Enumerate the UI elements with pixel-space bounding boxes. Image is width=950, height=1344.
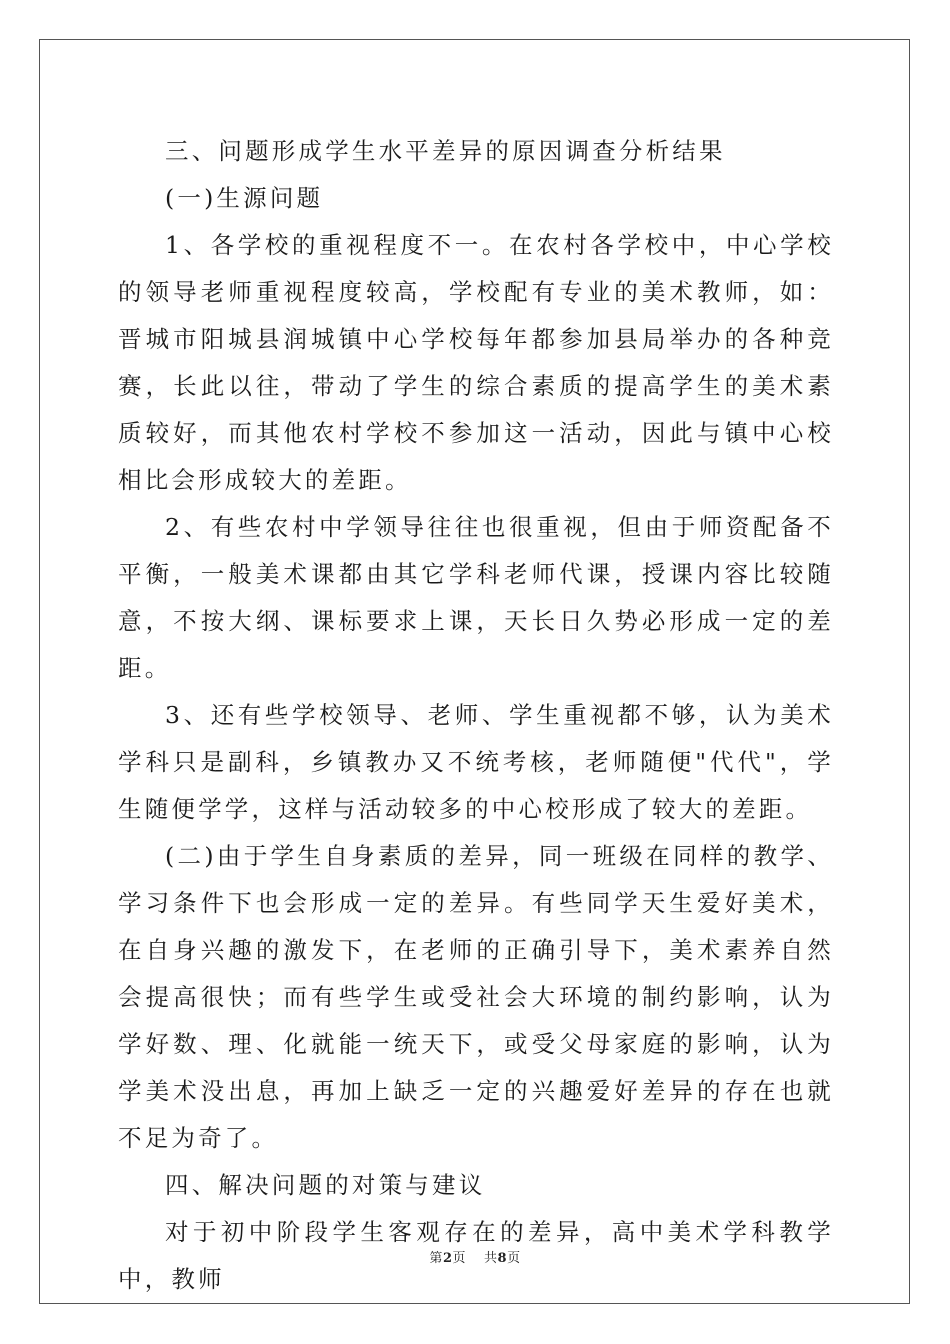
paragraph-solutions-intro: 对于初中阶段学生客观存在的差异，高中美术学科教学中，教师 bbox=[118, 1218, 834, 1293]
page-footer bbox=[0, 1247, 950, 1266]
section-heading-causes: 三、问题形成学生水平差异的原因调查分析结果 bbox=[165, 137, 726, 165]
page-number-label: 第2页 bbox=[429, 1251, 466, 1266]
paragraph-point-3: 3、还有些学校领导、老师、学生重视都不够，认为美术学科只是副科，乡镇教办又不统考核，老师随便"代代"，学生随便学学，这样与活动较多的中心校形成了较大的差距。 bbox=[118, 701, 834, 823]
section-heading-solutions: 四、解决问题的对策与建议 bbox=[165, 1171, 486, 1199]
paragraph-point-1: 1、各学校的重视程度不一。在农村各学校中，中心学校的领导老师重视程度较高，学校配有专业的美术教师，如：晋城市阳城县润城镇中心学校每年都参加县局举办的各种竞赛，长此以往，带动了学生的综合素质的提高学生的美术素质较好，而其他农村学校不参加这一活动，因此与镇中心校相比会形成较大的差距。 bbox=[118, 231, 834, 494]
total-pages-label: 共8页 bbox=[484, 1251, 521, 1266]
paragraph-point-2: 2、有些农村中学领导往往也很重视，但由于师资配备不平衡，一般美术课都由其它学科老师代课，授课内容比较随意，不按大纲、课标要求上课，天长日久势必形成一定的差距。 bbox=[118, 513, 834, 682]
subsection-heading-student-source: (一)生源问题 bbox=[165, 184, 324, 212]
paragraph-student-quality: (二)由于学生自身素质的差异，同一班级在同样的教学、学习条件下也会形成一定的差异。有些同学天生爱好美术，在自身兴趣的激发下，在老师的正确引导下，美术素养自然会提高很快；而有些学生或受社会大环境的制约影响，认为学好数、理、化就能一统天下，或受父母家庭的影响，认为学美术没出息，再加上缺乏一定的兴趣爱好差异的存在也就不足为奇了。 bbox=[118, 842, 834, 1152]
document-body bbox=[118, 128, 834, 1303]
